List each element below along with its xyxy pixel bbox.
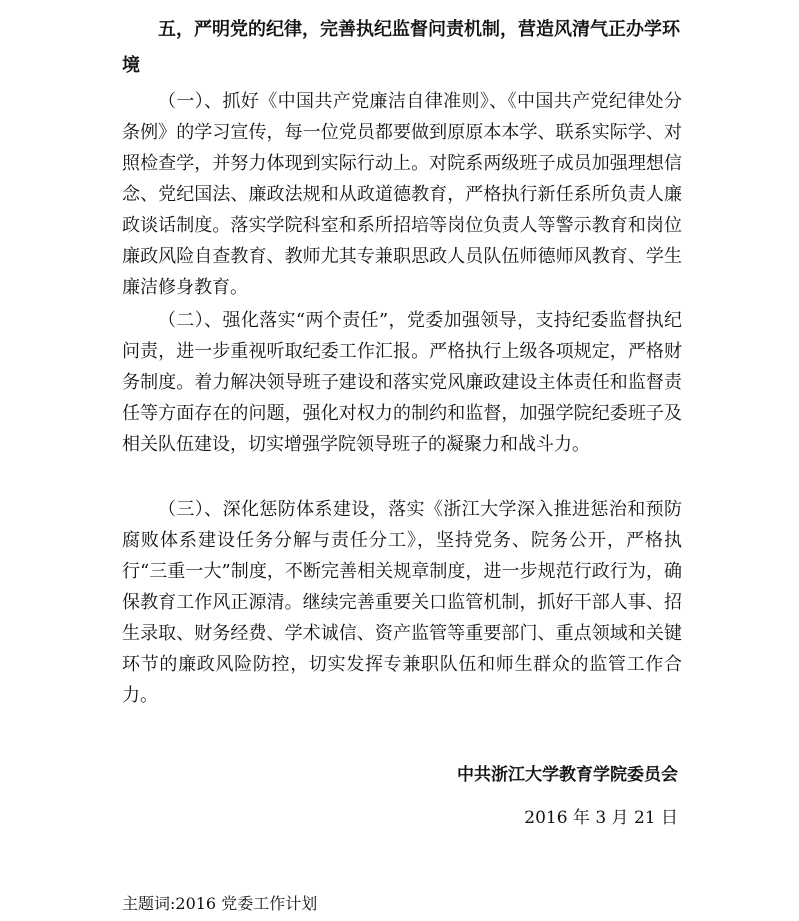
paragraph-1: （一）、抓好《中国共产党廉洁自律准则》、《中国共产党纪律处分条例》的学习宣传，每一位党员都要做到原原本本学、联系实际学、对照检查学，并努力体现到实际行动上。对院系两级班子成员加强理想信念、党纪国法、廉政法规和从政道德教育，严格执行新任系所负责人廉政谈话制度。落实学院科室和系所招培等岗位负责人等警示教育和岗位廉政风险自查教育、教师尤其专兼职思政人员队伍师德师风教育、学生廉洁修身教育。 [122,91,682,298]
signature-organization: 中共浙江大学教育学院委员会 [457,765,678,785]
signature-date: 2016 年 3 月 21 日 [524,808,678,828]
paragraph-2: （二）、强化落实“两个责任”，党委加强领导，支持纪委监督执纪问责，进一步重视听取纪委工作汇报。严格执行上级各项规定，严格财务制度。着力解决领导班子建设和落实党风廉政建设主体责任和监督责任等方面存在的问题，强化对权力的制约和监督，加强学院纪委班子及相关队伍建设，切实增强学院领导班子的凝聚力和战斗力。 [122,310,682,455]
section-heading: 五，严明党的纪律，完善执纪监督问责机制，营造风清气正办学环境 [122,19,680,76]
paragraph-3: （三）、深化惩防体系建设，落实《浙江大学深入推进惩治和预防腐败体系建设任务分解与责任分工》，坚持党务、院务公开，严格执行“三重一大”制度，不断完善相关规章制度，进一步规范行政行为，确保教育工作风正源清。继续完善重要关口监管机制，抓好干部人事、招生录取、财务经费、学术诚信、资产监管等重要部门、重点领域和关键环节的廉政风险防控，切实发挥专兼职队伍和师生群众的监管工作合力。 [122,499,682,706]
subject-keywords: 主题词:2016 党委工作计划 [122,894,318,913]
